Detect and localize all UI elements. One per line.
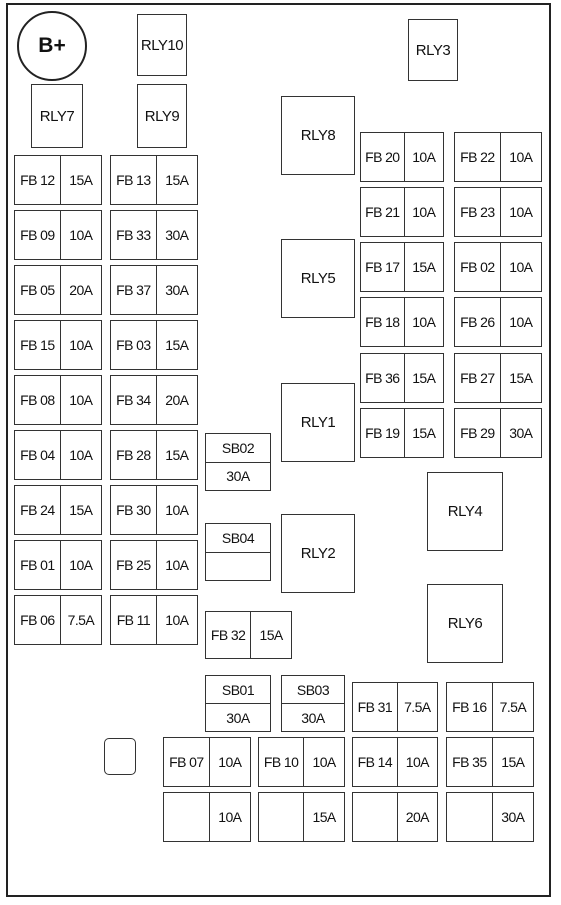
fuse-rating: 20A [165, 392, 189, 408]
slow-blow-name: SB02 [206, 434, 270, 463]
spare-fuse-1 [163, 792, 251, 842]
fuse-fb12 [14, 155, 102, 205]
fuse-rating: 7.5A [499, 699, 527, 715]
spare-fuse-slot [353, 793, 398, 841]
fuse-rating: 15A [412, 259, 436, 275]
fuse-rating: 10A [69, 447, 93, 463]
fuse-fb06 [14, 595, 102, 645]
fuse-fb24 [14, 485, 102, 535]
fuse-rating: 30A [165, 282, 189, 298]
fuse-fb25 [110, 540, 198, 590]
fuse-name: FB 28 [111, 431, 157, 479]
relay-label: RLY8 [300, 127, 336, 144]
fuse-rating: 10A [69, 337, 93, 353]
fuse-name: FB 31 [353, 683, 398, 731]
fuse-name: FB 07 [164, 738, 210, 786]
relay-rly8 [281, 96, 355, 175]
fuse-fb15 [14, 320, 102, 370]
fuse-rating: 15A [165, 172, 189, 188]
fuse-rating: 7.5A [404, 699, 431, 715]
fuse-name: FB 33 [111, 211, 157, 259]
fuse-fb23 [454, 187, 542, 237]
fuse-fb16 [446, 682, 534, 732]
fuse-name: FB 13 [111, 156, 157, 204]
fuse-rating: 15A [165, 337, 189, 353]
fuse-name: FB 11 [111, 596, 157, 644]
fuse-name: FB 16 [447, 683, 493, 731]
fuse-name: FB 29 [455, 409, 501, 457]
fuse-fb30 [110, 485, 198, 535]
fuse-fb33 [110, 210, 198, 260]
spare-fuse-4 [446, 792, 534, 842]
fuse-name: FB 06 [15, 596, 61, 644]
fuse-name: FB 34 [111, 376, 157, 424]
fuse-rating: 10A [412, 204, 436, 220]
fuse-rating: 15A [69, 172, 93, 188]
relay-label: RLY9 [144, 107, 180, 125]
fuse-fb04 [14, 430, 102, 480]
relay-label: RLY1 [300, 414, 336, 431]
fuse-name: FB 19 [361, 409, 405, 457]
slow-blow-sb03 [281, 675, 345, 732]
fuse-rating: 7.5A [67, 612, 95, 628]
fuse-fb20 [360, 132, 444, 182]
fuse-name: FB 08 [15, 376, 61, 424]
fuse-name: FB 04 [15, 431, 61, 479]
fuse-name: FB 30 [111, 486, 157, 534]
slow-blow-rating [206, 553, 270, 581]
slow-blow-name: SB01 [206, 676, 270, 704]
fuse-name: FB 27 [455, 354, 501, 402]
spare-fuse-slot [447, 793, 493, 841]
slow-blow-name: SB04 [206, 524, 270, 553]
slow-blow-sb01 [205, 675, 271, 732]
battery-terminal-b-plus [17, 11, 87, 81]
fuse-fb05 [14, 265, 102, 315]
fuse-rating: 15A [69, 502, 93, 518]
relay-label: RLY4 [447, 503, 483, 520]
fuse-rating: 10A [165, 502, 189, 518]
fuse-fb10 [258, 737, 345, 787]
fuse-name: FB 05 [15, 266, 61, 314]
fuse-rating: 10A [509, 204, 533, 220]
fuse-rating: 30A [509, 425, 533, 441]
fuse-fb29 [454, 408, 542, 458]
fuse-rating: 10A [509, 149, 533, 165]
relay-rly7 [31, 84, 83, 148]
fuse-fb13 [110, 155, 198, 205]
fuse-fb07 [163, 737, 251, 787]
relay-label: RLY3 [415, 41, 451, 59]
fuse-rating: 15A [259, 627, 283, 643]
fuse-rating: 15A [165, 447, 189, 463]
fuse-rating: 10A [165, 557, 189, 573]
relay-rly5 [281, 239, 355, 318]
slow-blow-name: SB03 [282, 676, 344, 704]
fuse-fb17 [360, 242, 444, 292]
relay-label: RLY5 [300, 270, 336, 287]
fuse-fb36 [360, 353, 444, 403]
fuse-name: FB 09 [15, 211, 61, 259]
fuse-fb35 [446, 737, 534, 787]
fuse-rating: 10A [218, 809, 242, 825]
relay-rly10 [137, 14, 187, 76]
spare-fuse-2 [258, 792, 345, 842]
fuse-name: FB 25 [111, 541, 157, 589]
fuse-name: FB 22 [455, 133, 501, 181]
relay-label: RLY7 [39, 107, 75, 125]
fuse-fb31 [352, 682, 438, 732]
fuse-rating: 20A [69, 282, 93, 298]
fuse-fb26 [454, 297, 542, 347]
fuse-fb34 [110, 375, 198, 425]
fuse-rating: 15A [312, 809, 336, 825]
fuse-name: FB 24 [15, 486, 61, 534]
fuse-rating: 10A [509, 259, 533, 275]
fuse-fb09 [14, 210, 102, 260]
fuse-rating: 15A [412, 425, 436, 441]
relay-label: RLY10 [140, 36, 184, 54]
relay-rly1 [281, 383, 355, 462]
fuse-fb01 [14, 540, 102, 590]
fuse-rating: 20A [405, 809, 429, 825]
fuse-fb21 [360, 187, 444, 237]
fuse-fb37 [110, 265, 198, 315]
fuse-fb11 [110, 595, 198, 645]
slow-blow-sb02 [205, 433, 271, 491]
fuse-rating: 15A [501, 754, 525, 770]
fuse-name: FB 35 [447, 738, 493, 786]
fuse-name: FB 26 [455, 298, 501, 346]
fuse-name: FB 03 [111, 321, 157, 369]
fuse-fb18 [360, 297, 444, 347]
fuse-rating: 15A [412, 370, 436, 386]
fuse-name: FB 14 [353, 738, 398, 786]
fuse-name: FB 36 [361, 354, 405, 402]
fuse-fb28 [110, 430, 198, 480]
fuse-name: FB 01 [15, 541, 61, 589]
fuse-fb27 [454, 353, 542, 403]
small-square-socket [104, 738, 136, 775]
fuse-rating: 10A [218, 754, 242, 770]
slow-blow-rating: 30A [226, 468, 250, 485]
fuse-name: FB 10 [259, 738, 304, 786]
fuse-fb08 [14, 375, 102, 425]
fuse-rating: 30A [501, 809, 525, 825]
fuse-name: FB 12 [15, 156, 61, 204]
fuse-rating: 15A [509, 370, 533, 386]
fuse-rating: 30A [165, 227, 189, 243]
relay-rly3 [408, 19, 458, 81]
relay-rly2 [281, 514, 355, 593]
fuse-rating: 10A [405, 754, 429, 770]
relay-label: RLY6 [447, 615, 483, 632]
fuse-fb02 [454, 242, 542, 292]
spare-fuse-3 [352, 792, 438, 842]
fuse-rating: 10A [69, 227, 93, 243]
fuse-name: FB 18 [361, 298, 405, 346]
fuse-fb22 [454, 132, 542, 182]
relay-rly4 [427, 472, 503, 551]
fuse-name: FB 02 [455, 243, 501, 291]
fuse-fb03 [110, 320, 198, 370]
fuse-fb19 [360, 408, 444, 458]
slow-blow-rating: 30A [301, 709, 325, 726]
fuse-rating: 10A [69, 557, 93, 573]
fuse-rating: 10A [69, 392, 93, 408]
relay-rly9 [137, 84, 187, 148]
fuse-rating: 10A [312, 754, 336, 770]
fuse-name: FB 37 [111, 266, 157, 314]
fuse-name: FB 20 [361, 133, 405, 181]
fuse-rating: 10A [509, 314, 533, 330]
fuse-name: FB 15 [15, 321, 61, 369]
spare-fuse-slot [164, 793, 210, 841]
slow-blow-sb04 [205, 523, 271, 581]
relay-label: RLY2 [300, 545, 336, 562]
fuse-rating: 10A [412, 314, 436, 330]
fuse-name: FB 21 [361, 188, 405, 236]
fuse-fb32 [205, 611, 292, 659]
fuse-fb14 [352, 737, 438, 787]
slow-blow-rating: 30A [226, 709, 250, 726]
relay-rly6 [427, 584, 503, 663]
fuse-rating: 10A [412, 149, 436, 165]
fuse-name: FB 32 [206, 612, 251, 658]
fuse-rating: 10A [165, 612, 189, 628]
fuse-name: FB 23 [455, 188, 501, 236]
terminal-label: B+ [38, 34, 66, 57]
spare-fuse-slot [259, 793, 304, 841]
fuse-name: FB 17 [361, 243, 405, 291]
